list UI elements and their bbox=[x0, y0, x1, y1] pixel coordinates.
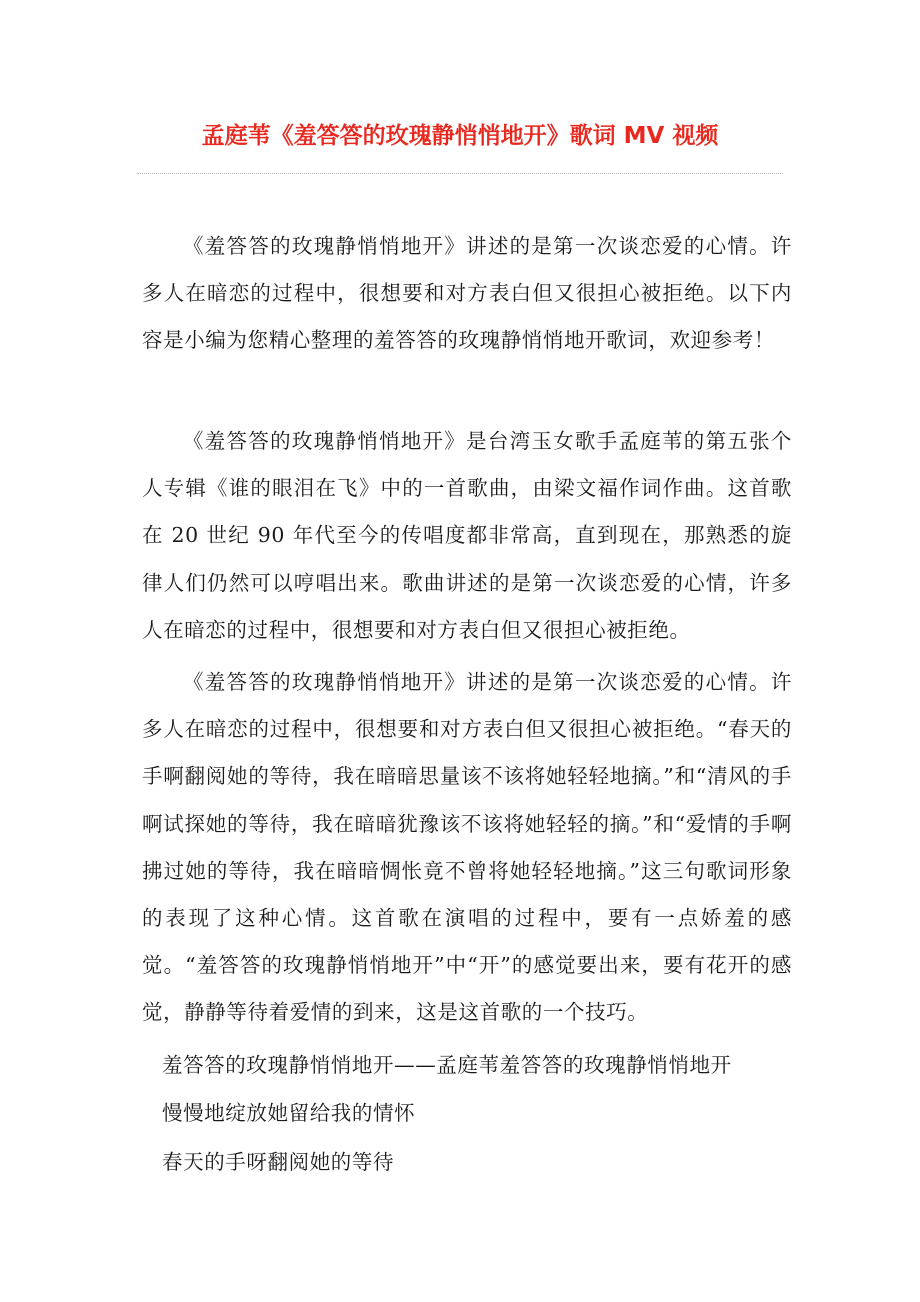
song-analysis-paragraph: 《羞答答的玫瑰静悄悄地开》讲述的是第一次谈恋爱的心情。许多人在暗恋的过程中，很想要和对方表白但又很担心被拒绝。“春天的手啊翻阅她的等待，我在暗暗思量该不该将她轻轻地摘。”和“清风的手啊试探她的等待，我在暗暗犹豫该不该将她轻轻的摘。”和“爱情的手啊拂过她的等待，我在暗暗惆怅竟不曾将她轻轻地摘。”这三句歌词形象的表现了这种心情。这首歌在演唱的过程中，要有一点娇羞的感觉。“羞答答的玫瑰静悄悄地开”中“开”的感觉要出来，要有花开的感觉，静静等待着爱情的到来，这是这首歌的一个技巧。 bbox=[142, 670, 792, 1025]
intro-paragraph: 《羞答答的玫瑰静悄悄地开》讲述的是第一次谈恋爱的心情。许多人在暗恋的过程中，很想要和对方表白但又很担心被拒绝。以下内容是小编为您精心整理的羞答答的玫瑰静悄悄地开歌词，欢迎参考！ bbox=[142, 234, 792, 353]
page-title: 孟庭苇《羞答答的玫瑰静悄悄地开》歌词 MV 视频 bbox=[201, 123, 719, 149]
title-divider bbox=[137, 173, 783, 174]
lyric-line: 羞答答的玫瑰静悄悄地开——孟庭苇羞答答的玫瑰静悄悄地开 bbox=[162, 1053, 732, 1077]
song-background-paragraph: 《羞答答的玫瑰静悄悄地开》是台湾玉女歌手孟庭苇的第五张个人专辑《谁的眼泪在飞》中的一首歌曲，由梁文福作词作曲。这首歌在 20 世纪 90 年代至今的传唱度都非常高，直到现在，那熟悉的旋律人们仍然可以哼唱出来。歌曲讲述的是第一次谈恋爱的心情，许多人在暗恋的过程中，很想要和对方表白但又很担心被拒绝。 bbox=[142, 429, 792, 642]
lyric-line: 慢慢地绽放她留给我的情怀 bbox=[162, 1101, 416, 1125]
lyric-line: 春天的手呀翻阅她的等待 bbox=[162, 1150, 395, 1174]
